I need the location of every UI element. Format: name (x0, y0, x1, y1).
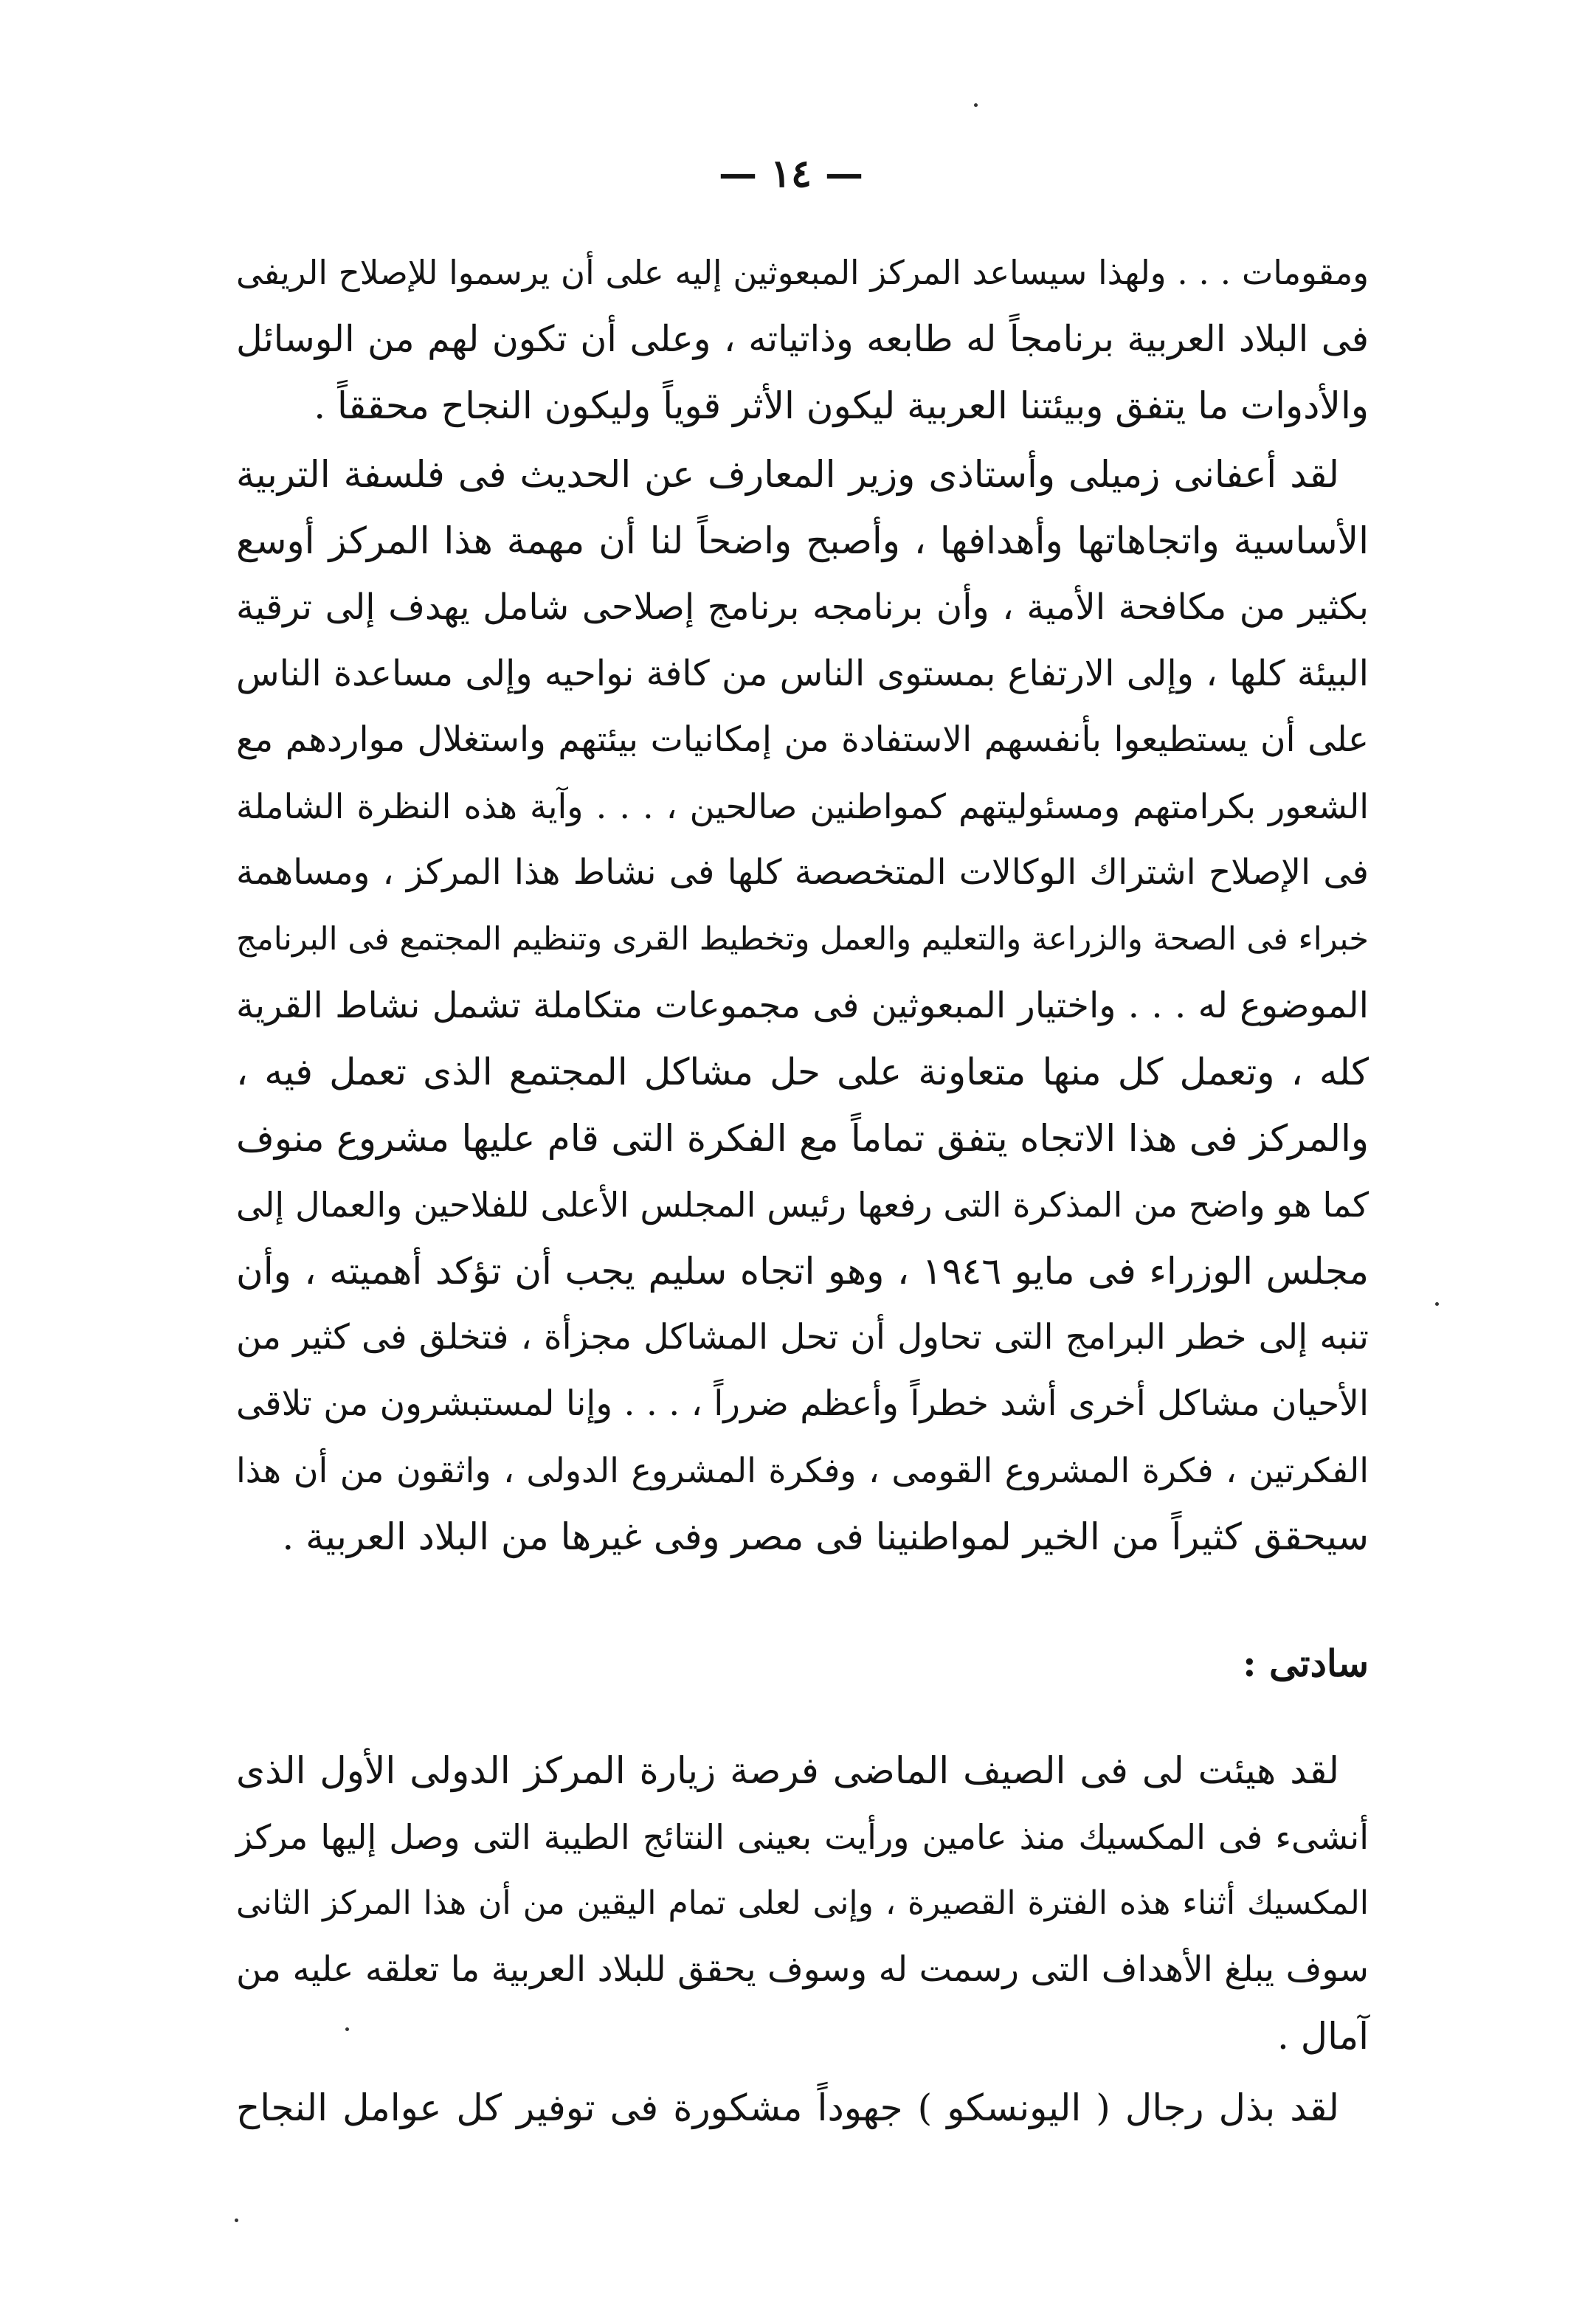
text-line: سوف يبلغ الأهداف التى رسمت له وسوف يحقق للبلاد العربية ما تعلقه عليه من (236, 1949, 1369, 1990)
text-line: سيحقق كثيراً من الخير لمواطنينا فى مصر وفى غيرها من البلاد العربية . (282, 1515, 1369, 1558)
section-heading: سادتى : (1243, 1642, 1369, 1685)
text-line: الفكرتين ، فكرة المشروع القومى ، وفكرة المشروع الدولى ، واثقون من أن هذا (236, 1450, 1369, 1490)
text-line: تنبه إلى خطر البرامج التى تحاول أن تحل المشاكل مجزأة ، فتخلق فى كثير من (236, 1317, 1369, 1358)
text-line: ومقومات . . . ولهذا سيساعد المركز المبعوثين إليه على أن يرسموا للإصلاح الريفى (236, 253, 1369, 292)
scan-speck (345, 2027, 349, 2031)
scan-speck (1435, 1302, 1439, 1306)
text-line: آمال . (1277, 2015, 1369, 2058)
text-line: أنشىء فى المكسيك منذ عامين ورأيت بعينى النتائج الطيبة التى وصل إليها مركز (236, 1817, 1369, 1857)
text-line: الأساسية واتجاهاتها وأهدافها ، وأصبح واضحاً لنا أن مهمة هذا المركز أوسع (236, 519, 1369, 562)
text-line: الموضوع له . . . واختيار المبعوثين فى مجموعات متكاملة تشمل نشاط القرية (236, 985, 1369, 1026)
text-line: الأحيان مشاكل أخرى أشد خطراً وأعظم ضرراً ، . . . وإنا لمستبشرون من تلاقى (236, 1383, 1369, 1424)
text-line: والمركز فى هذا الاتجاه يتفق تماماً مع الفكرة التى قام عليها مشروع منوف (236, 1117, 1369, 1160)
text-line: لقد هيئت لى فى الصيف الماضى فرصة زيارة المركز الدولى الأول الذى (236, 1749, 1339, 1792)
text-line: كما هو واضح من المذكرة التى رفعها رئيس المجلس الأعلى للفلاحين والعمال إلى (236, 1185, 1369, 1225)
text-line: لقد أعفانى زميلى وأستاذى وزير المعارف عن الحديث فى فلسفة التربية (236, 453, 1339, 496)
text-line: خبراء فى الصحة والزراعة والتعليم والعمل وتخطيط القرى وتنظيم المجتمع فى البرنامج (236, 921, 1369, 958)
text-line: على أن يستطيعوا بأنفسهم الاستفادة من إمكانيات بيئتهم واستغلال مواردهم مع (236, 719, 1369, 760)
text-line: كله ، وتعمل كل منها متعاونة على حل مشاكل المجتمع الذى تعمل فيه ، (236, 1051, 1369, 1093)
scan-speck (974, 103, 978, 107)
scan-speck (235, 2218, 238, 2222)
text-line: لقد بذل رجال ( اليونسكو ) جهوداً مشكورة فى توفير كل عوامل النجاح (236, 2086, 1339, 2129)
text-line: البيئة كلها ، وإلى الارتفاع بمستوى الناس من كافة نواحيه وإلى مساعدة الناس (236, 653, 1369, 694)
text-line: مجلس الوزراء فى مايو ١٩٤٦ ، وهو اتجاه سليم يجب أن تؤكد أهميته ، وأن (236, 1250, 1369, 1293)
page-number: — ١٤ — (718, 151, 864, 196)
text-line: المكسيك أثناء هذه الفترة القصيرة ، وإنى لعلى تمام اليقين من أن هذا المركز الثانى (236, 1884, 1369, 1922)
text-line: فى البلاد العربية برنامجاً له طابعه وذاتياته ، وعلى أن تكون لهم من الوسائل (236, 318, 1369, 360)
text-line: والأدوات ما يتفق وبيئتنا العربية ليكون الأثر قوياً وليكون النجاح محققاً . (314, 384, 1369, 427)
text-line: الشعور بكرامتهم ومسئوليتهم كمواطنين صالحين ، . . . وآية هذه النظرة الشاملة (236, 786, 1369, 826)
text-line: فى الإصلاح اشتراك الوكالات المتخصصة كلها فى نشاط هذا المركز ، ومساهمة (236, 852, 1369, 893)
text-line: بكثير من مكافحة الأمية ، وأن برنامجه برنامج إصلاحى شامل يهدف إلى ترقية (236, 587, 1369, 628)
